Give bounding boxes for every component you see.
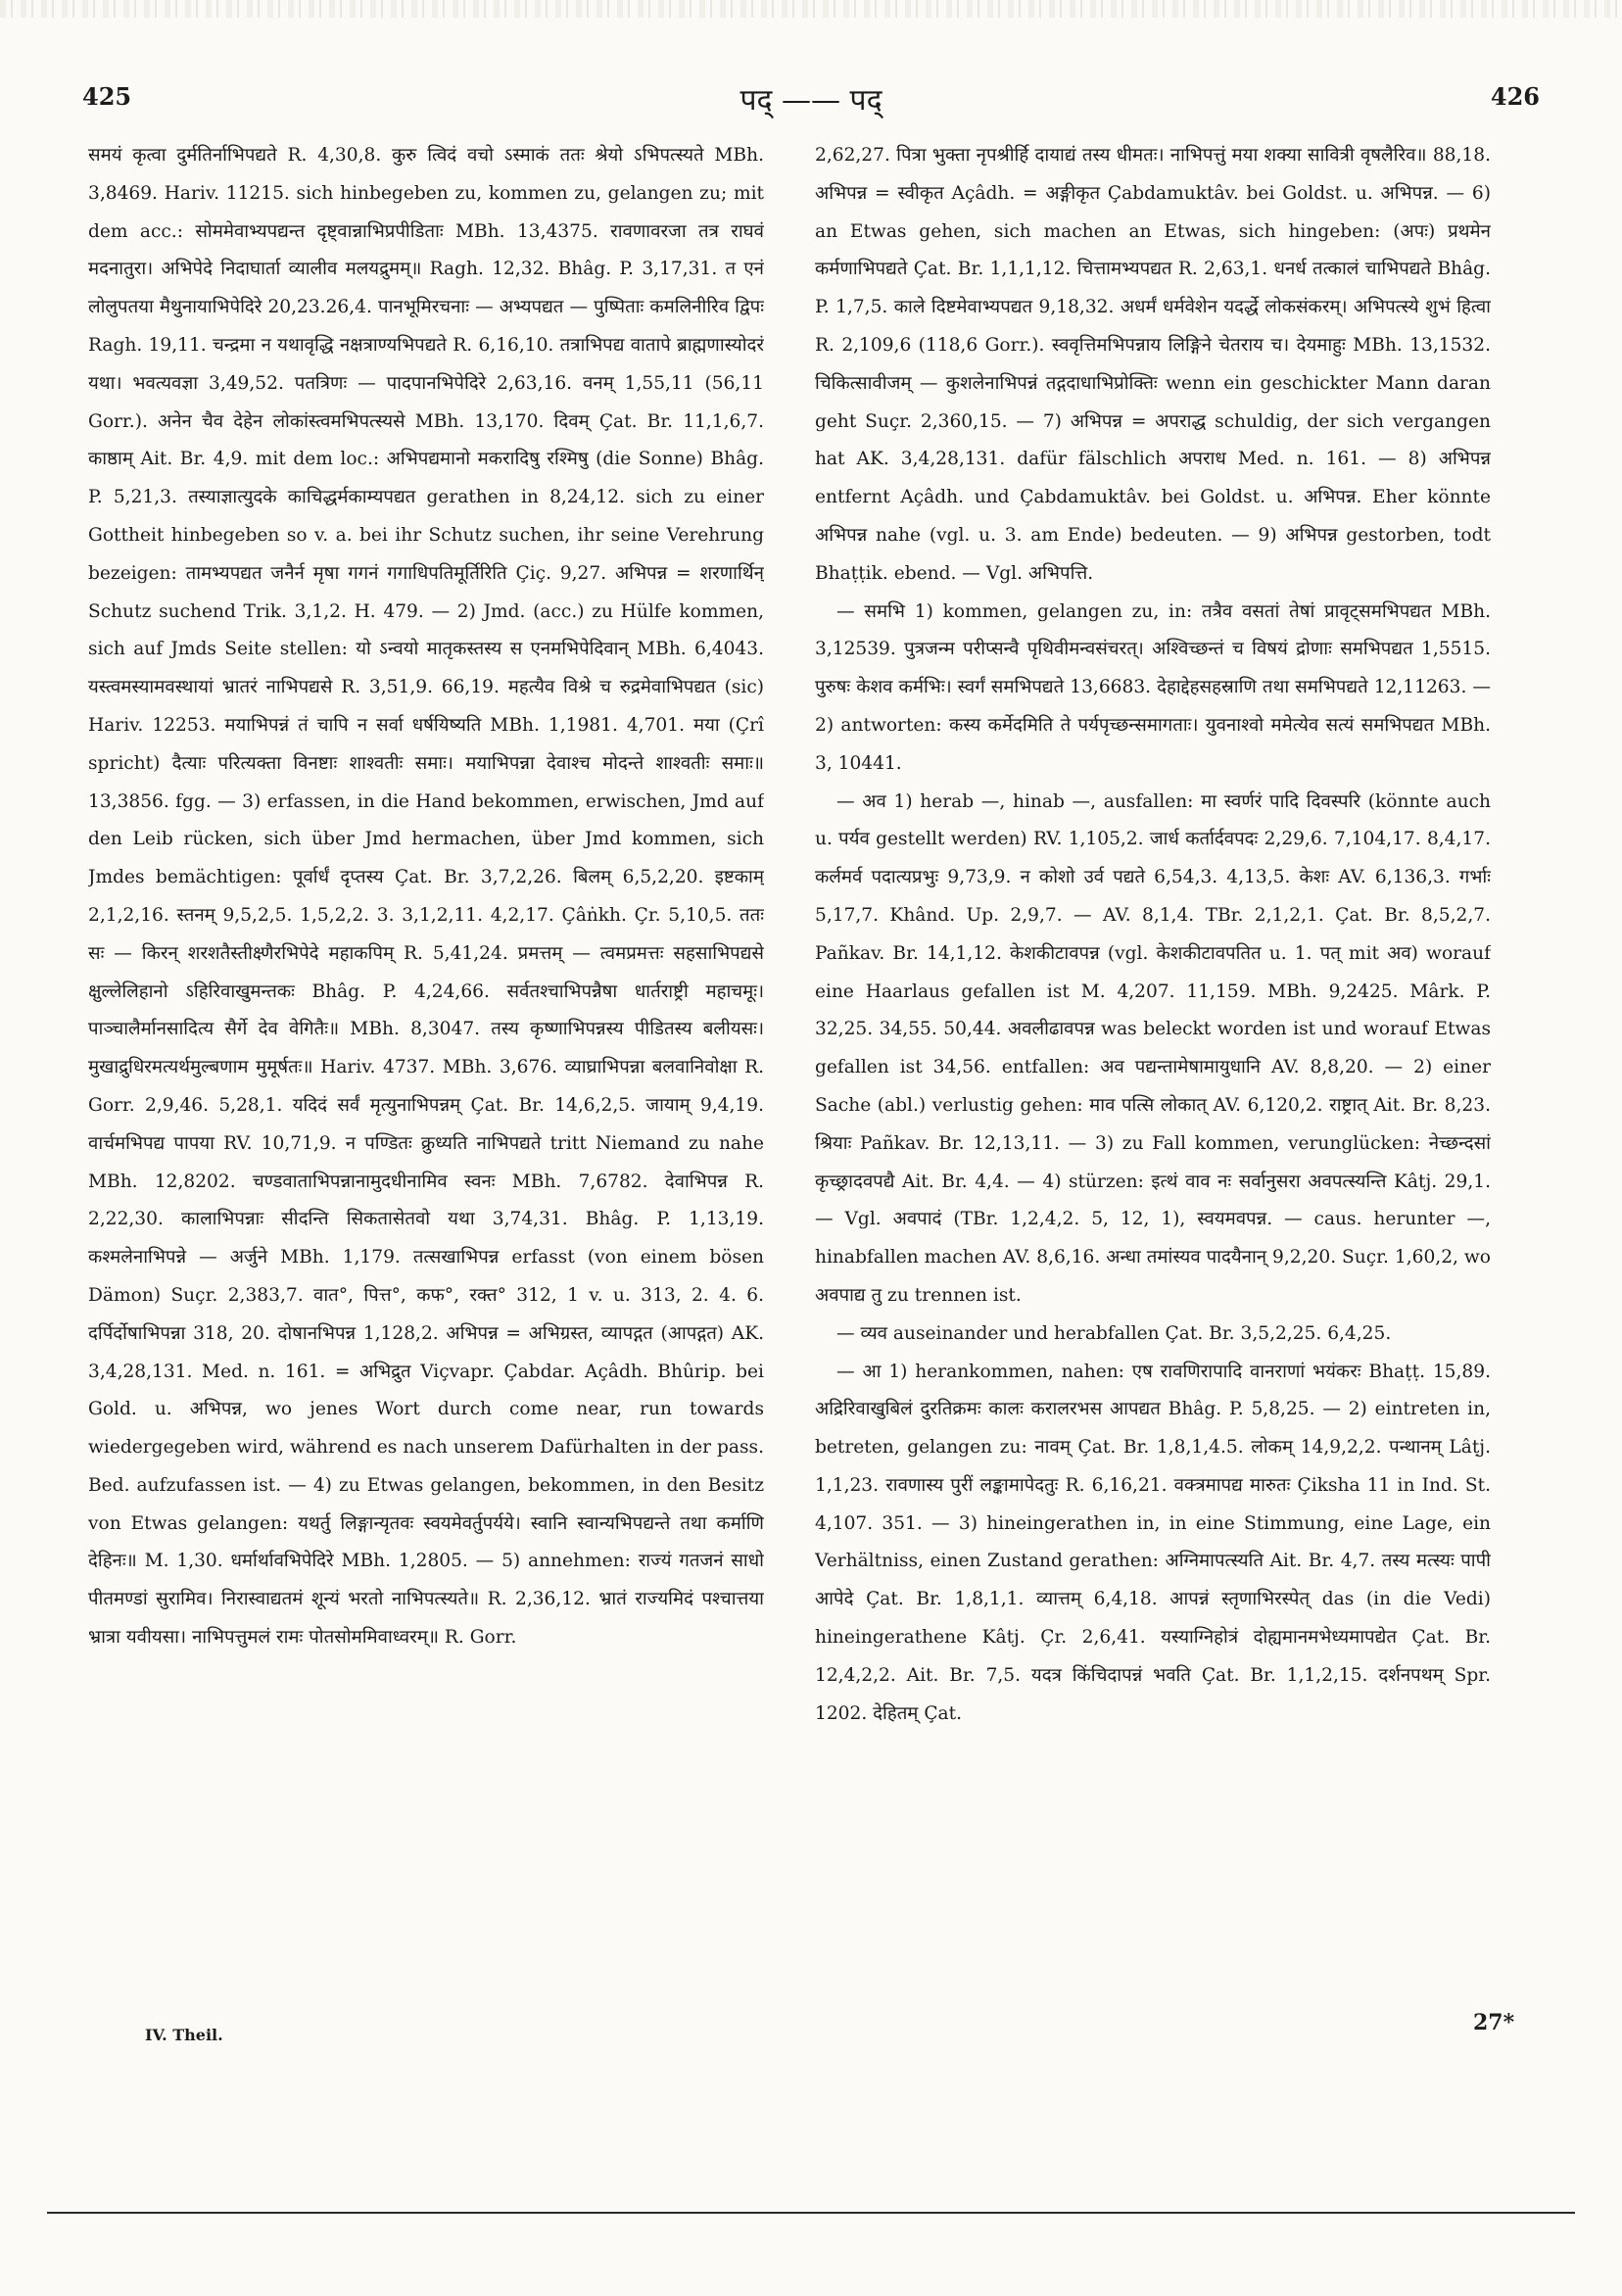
scan-edge-noise — [0, 0, 1622, 18]
column-paragraph: समयं कृत्वा दुर्मतिर्नाभिपद्यते R. 4,30,8. कुरु त्विदं वचो ऽस्माकं ततः श्रेयो ऽभिपत्स्यते MBh. 3,8469. Hariv. 11215. sich hinbegeben zu, kommen zu, gelangen zu; mit dem acc.: सोममेवाभ्यपद्यन्त दृष्ट्वान्नाभिप्रपीडिताः MBh. 13,4375. रावणावरजा तत्र राघवं मदनातुरा। अभिपेदे निदाघार्ता व्यालीव मलयद्रुमम्॥ Ragh. 12,32. Bhâg. P. 3,17,31. त एनं लोलुपतया मैथुनायाभिपेदिरे 20,23.26,4. पानभूमिरचनाः — अभ्यपद्यत — पुष्पिताः कमलिनीरिव द्विपः Ragh. 19,11. चन्द्रमा न यथावृद्धि नक्षत्राण्यभिपद्यते R. 6,16,10. तत्राभिपद्य वातापे ब्राह्मणास्योदरं यथा। भवत्यवज्ञा 3,49,52. पतत्रिणः — पादपानभिपेदिरे 2,63,16. वनम् 1,55,11 (56,11 Gorr.). अनेन चैव देहेन लोकांस्त्वमभिपत्स्यसे MBh. 13,170. दिवम् Çat. Br. 11,1,6,7. काष्ठाम् Ait. Br. 4,9. mit dem loc.: अभिपद्यमानो मकरादिषु रश्मिषु (die Sonne) Bhâg. P. 5,21,3. तस्याज्ञात्युदके काचिद्धर्मकाम्यपद्यत gerathen in 8,24,12. sich zu einer Gottheit hinbegeben so v. a. bei ihr Schutz suchen, ihr seine Verehrung bezeigen: तामभ्यपद्यत जनैर्न मृषा गगनं गगाधिपतिमूर्तिरिति Çiç. 9,27. अभिपन्न = शरणार्थिन् Schutz suchend Trik. 3,1,2. H. 479. — 2) Jmd. (acc.) zu Hülfe kommen, sich auf Jmds Seite stellen: यो ऽन्वयो मातृकस्तस्य स एनमभिपेदिवान् MBh. 6,4043. यस्त्वमस्यामवस्थायां भ्रातरं नाभिपद्यसे R. 3,51,9. 66,19. महत्यैव विश्रे च रुद्रमेवाभिपद्यत (sic) Hariv. 12253. मयाभिपन्नं तं चापि न सर्वा धर्षयिष्यति MBh. 1,1981. 4,701. मया (Çrî spricht) दैत्याः परित्यक्ता विनष्टाः शाश्वतीः समाः। मयाभिपन्ना देवाश्च मोदन्ते शाश्वतीः समाः॥ 13,3856. fgg. — 3) erfassen, in die Hand bekommen, erwischen, Jmd auf den Leib rücken, sich über Jmd hermachen, über Jmd kommen, sich Jmdes bemächtigen: पूर्वार्धं दृप्तस्य Çat. Br. 3,7,2,26. बिलम् 6,5,2,20. इष्टकाम् 2,1,2,16. स्तनम् 9,5,2,5. 1,5,2,2. 3. 3,1,2,11. 4,2,17. Çâṅkh. Çr. 5,10,5. ततः सः — किरन् शरशतैस्तीक्ष्णैरभिपेदे महाकपिम् R. 5,41,24. प्रमत्तम् — त्वमप्रमत्तः सहसाभिपद्यसे क्षुल्लेलिहानो ऽहिरिवाखुमन्तकः Bhâg. P. 4,24,66. सर्वतश्चाभिपन्नैषा धार्तराष्ट्री महाचमूः। पाञ्चालैर्मानसादित्य सैर्गे देव वेगितैः॥ MBh. 8,3047. तस्य कृष्णाभिपन्नस्य पीडितस्य बलीयसः। मुखाद्रुधिरमत्यर्थमुल्बणाम मुमूर्षतः॥ Hariv. 4737. MBh. 3,676. व्याघ्राभिपन्ना बलवानिवोक्षा R. Gorr. 2,9,46. 5,28,1. यदिदं सर्वं मृत्युनाभिपन्नम् Çat. Br. 14,6,2,5. जायाम् 9,4,19. वार्चमभिपद्य पापया RV. 10,71,9. न पण्डितः क्रुध्यति नाभिपद्यते tritt Niemand zu nahe MBh. 12,8202. चण्डवाताभिपन्नानामुदधीनामिव स्वनः MBh. 7,6782. देवाभिपन्न R. 2,22,30. कालाभिपन्नाः सीदन्ति सिकतासेतवो यथा 3,74,31. Bhâg. P. 1,13,19. कश्मलेनाभिपन्ने — अर्जुने MBh. 1,179. तत्सखाभिपन्न erfasst (von einem bösen Dämon) Suçr. 2,383,7. वात°, पित्त°, कफ°, रक्त° 312, 1 v. u. 313, 2. 4. 6. दर्पिर्दोषाभिपन्ना 318, 20. दोषानभिपन्न 1,128,2. अभिपन्न = अभिग्रस्त, व्यापद्गत (आपद्गत) AK. 3,4,28,131. Med. n. 161. = अभिद्रुत Viçvapr. Çabdar. Açâdh. Bhûrip. bei Gold. u. अभिपन्न, wo jenes Wort durch come near, run towards wiedergegeben wird, während es nach unserem Dafürhalten in der pass. Bed. aufzufassen ist. — 4) zu Etwas gelangen, bekommen, in den Besitz von Etwas gelangen: यथर्तु लिङ्गान्यृतवः स्वयमेवर्तुपर्यये। स्वानि स्वान्यभिपद्यन्ते तथा कर्माणि देहिनः॥ M. 1,30. धर्मार्थावभिपेदिरे MBh. 1,2805. — 5) annehmen: राज्यं गतजनं साधो पीतमण्डां सुरामिव। निरास्वाद्यतमं शून्यं भरतो नाभिपत्स्यते॥ R. 2,36,12. भ्रातं राज्यमिदं पश्चात्तया भ्रात्रा यवीयसा। नाभिपत्तुमलं रामः पोतसोममिवाध्वरम्॥ R. Gorr. — [88, 145, 764, 1649]
bottom-rule — [47, 2212, 1575, 2214]
left-column — [88, 137, 764, 2037]
page-header — [0, 82, 1622, 121]
right-column — [815, 137, 1491, 2037]
entry-sambhi: — समभि 1) kommen, gelangen zu, in: तत्रैव वसतां तेषां प्रावृट्समभिपद्यत MBh. 3,12539. पुत्रजन्म परीप्सन्वै पृथिवीमन्वसंचरत्। अश्विच्छन्तं च विषयं द्रोणाः समभिपद्यत 1,5515. पुरुषः केशव कर्मभिः। स्वर्गं समभिपद्यते 13,6683. देहाद्देहसहस्राणि तथा समभिपद्यते 12,11263. — 2) antworten: कस्य कर्मेदमिति ते पर्यपृच्छन्समागताः। युवनाश्वो ममेत्येव सत्यं समभिपद्यत MBh. 3, 10441. — [815, 600, 1491, 774]
column-paragraph: 2,62,27. पित्रा भुक्ता नृपश्रीर्हि दायाद्यं तस्य धीमतः। नाभिपत्तुं मया शक्या सावित्री वृषलैरिव॥ 88,18. अभिपन्न = स्वीकृत Açâdh. = अङ्गीकृत Çabdamuktâv. bei Goldst. u. अभिपन्न. — 6) an Etwas gehen, sich machen an Etwas, sich hingeben: (अपः) प्रथमेन कर्मणाभिपद्यते Çat. Br. 1,1,1,12. चित्तामभ्यपद्यत R. 2,63,1. धनर्ध तत्कालं चाभिपद्यते Bhâg. P. 1,7,5. काले दिष्टमेवाभ्यपद्यत 9,18,32. अधर्मं धर्मवेशेन यदर्द्धे लोकसंकरम्। अभिपत्स्ये शुभं हित्वा R. 2,109,6 (118,6 Gorr.). स्ववृत्तिमभिपन्नाय लिङ्गिने चेतराय च। देयमाहुः MBh. 13,1532. चिकित्सावीजम् — कुशलेनाभिपन्नं तद्गदाधाभिप्रोक्तिः wenn ein geschickter Mann daran geht Suçr. 2,360,15. — 7) अभिपन्न = अपराद्ध schuldig, der sich vergangen hat AK. 3,4,28,131. dafür fälschlich अपराध Med. n. 161. — 8) अभिपन्न entfernt Açâdh. und Çabdamuktâv. bei Goldst. u. अभिपन्न. Eher könnte अभिपन्न nahe (vgl. u. 3. am Ende) bedeuten. — 9) अभिपन्न gestorben, todt Bhaṭṭik. ebend. — Vgl. अभिपत्ति. — [815, 145, 1491, 584]
page-number-right: 426 — [1490, 82, 1540, 111]
entry-vyava: — व्यव auseinander und herabfallen Çat. Br. 3,5,2,25. 6,4,25. — [836, 1322, 1392, 1344]
page-title: पद् —— पद् — [739, 83, 883, 118]
entry-ava: — अव 1) herab —, hinab —, ausfallen: मा स्वर्णरं पादि दिवस्परि (könnte auch u. पर्यव gestellt werden) RV. 1,105,2. जार्ध कर्तार्दवपदः 2,29,6. 7,104,17. 8,4,17. कर्लमर्व पदात्यप्रभुः 9,73,9. न कोशो उर्व पद्यते 6,54,3. 4,13,5. केशः AV. 6,136,3. गर्भाः 5,17,7. Khând. Up. 2,9,7. — AV. 8,1,4. TBr. 2,1,2,1. Çat. Br. 8,5,2,7. Pañkav. Br. 14,1,12. केशकीटावपन्न (vgl. केशकीटावपतित u. 1. पत् mit अव) worauf eine Haarlaus gefallen ist M. 4,207. 11,159. MBh. 9,2425. Mârk. P. 32,25. 34,55. 50,44. अवलीढावपन्न was beleckt worden ist und worauf Etwas gefallen ist 34,56. entfallen: अव पद्यन्तामेषामायुधानि AV. 8,8,20. — 2) einer Sache (abl.) verlustig gehen: माव पत्सि लोकात् AV. 6,120,2. राष्ट्रात् Ait. Br. 8,23. श्रियाः Pañkav. Br. 12,13,11. — 3) zu Fall kommen, verunglücken: नेच्छन्दसां कृच्छ्रादवपद्यै Ait. Br. 4,4. — 4) stürzen: इत्थं वाव नः सर्वानुसरा अवपत्स्यन्ति Kâtj. 29,1. — Vgl. अवपादं (TBr. 1,2,4,2. 5, 12, 1), स्वयमवपन्न. — caus. herunter —, hinabfallen machen AV. 8,6,16. अन्धा तमांस्यव पादयैनान् 9,2,20. Suçr. 1,60,2, wo अवपाद्य तु zu trennen ist. — [815, 790, 1491, 1306]
entry-aa: — आ 1) herankommen, nahen: एष रावणिरापादि वानराणां भयंकरः Bhaṭṭ. 15,89. अद्रिरिवाखुबिलं दुरतिक्रमः कालः करालरभस आपद्यत Bhâg. P. 5,8,25. — 2) eintreten in, betreten, gelangen zu: नावम् Çat. Br. 1,8,1,4.5. लोकम् 14,9,2,2. पन्थानम् Lâṭj. 1,1,23. रावणास्य पुरीं लङ्कामापेदतुः R. 6,16,21. वक्त्रमापद्य मारुतः Çiksha 11 in Ind. St. 4,107. 351. — 3) hineingerathen in, in eine Stimmung, eine Lage, ein Verhältniss, einen Zustand gerathen: अग्निमापत्स्यति Ait. Br. 4,7. तस्य मत्स्यः पापी आपेदे Çat. Br. 1,8,1,1. व्यात्तम् 6,4,18. आपन्नं स्तृणाभिरस्पेत् das (in die Vedi) hineingerathene Kâtj. Çr. 2,6,41. यस्याग्निहोत्रं दोह्यमानमभेध्यमापद्येत Çat. Br. 12,4,2,2. Ait. Br. 7,5. यदत्र किंचिदापन्नं भवति Çat. Br. 1,1,2,15. दर्शनपथम् Spr. 1202. देहितम् Çat. — [815, 1361, 1491, 1724]
volume-note: IV. Theil. — [145, 2026, 223, 2044]
signature-mark: 27* — [1473, 2010, 1515, 2035]
page-number-left: 425 — [82, 82, 132, 111]
